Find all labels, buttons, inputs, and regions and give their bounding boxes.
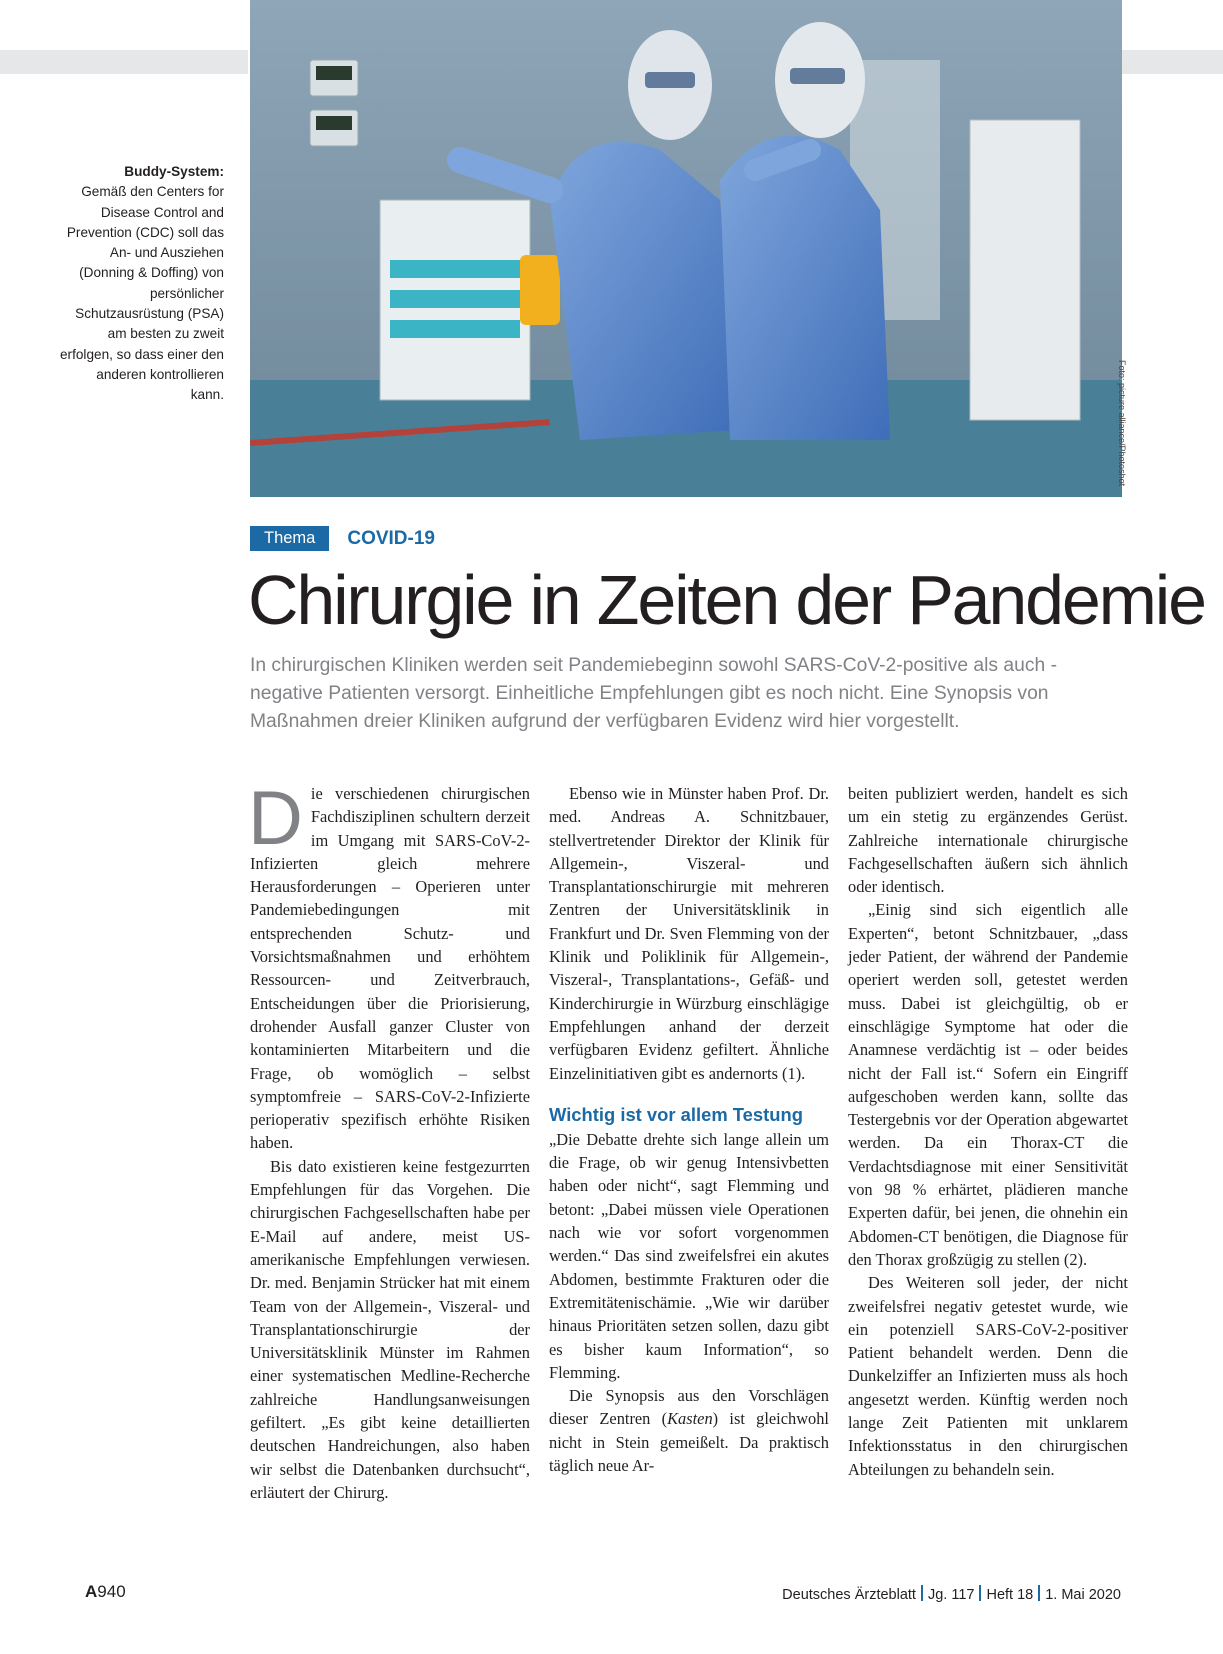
section-subhead: Wichtig ist vor allem Testung (549, 1103, 803, 1125)
publication-name: Deutsches Ärzteblatt (782, 1587, 916, 1603)
top-band-left (0, 50, 248, 74)
paragraph: Ebenso wie in Münster haben Prof. Dr. med. Andreas A. Schnitzbauer, stellvertretender Direktor der Klinik für Allgemein-, Viszeral- und Transplantationschirurgie mit mehreren Zentren der Universitätsklinik in Frankfurt und Dr. Sven Flemming von der Klinik und Poliklinik für Allgemein-, Viszeral-, Transplantations-, Gefäß- und Kinderchirurgie in Würzburg einschlägige Empfehlungen anhand der derzeit verfügbaren Evidenz gefiltert. Ähnliche Einzelinitiativen gibt es andernorts (1). (549, 784, 829, 1083)
page-number-value: 940 (97, 1582, 126, 1601)
icu-scene-illustration (250, 0, 1122, 497)
separator (921, 1585, 923, 1601)
issue-date: 1. Mai 2020 (1045, 1587, 1121, 1603)
emphasis-kasten: Kasten (667, 1409, 713, 1429)
article-headline: Chirurgie in Zeiten der Pandemie (248, 561, 1205, 639)
paragraph: „Die Debatte drehte sich lange allein um die Frage, ob wir genug Intensivbetten haben oder nicht“, sagt Flemming und betont: „Dabei müssen viele Operationen nach wie vor sofort vorgenommen werden.“ Das sind zweifelsfrei ein akutes Abdomen, bestimmte Frakturen oder die Extremitätenischämie. „Wie wir darüber hinaus Prioritäten setzen sollen, dazu gibt es bisher kaum Information“, so Flemming. (549, 1129, 829, 1382)
rubric-topic: COVID-19 (347, 527, 435, 549)
top-band-right (1122, 50, 1223, 74)
rubric (250, 525, 435, 552)
article-column-1 (248, 776, 530, 1504)
article-lead: In chirurgischen Kliniken werden seit Pandemiebeginn sowohl SARS-CoV-2-positive als auch -negative Patienten versorgt. Einheitliche Empfehlungen gibt es noch nicht. Eine Synopsis von Maßnahmen dreier Kliniken aufgrund der verfügbaren Evidenz wird hier vorgestellt. (250, 655, 1058, 732)
drop-cap: D (248, 776, 303, 861)
paragraph: „Einig sind sich eigentlich alle Experten“, betont Schnitzbauer, „dass jeder Patient, der während der Pandemie operiert werden soll, getestet werden muss. Dabei ist gleichgültig, ob er einschlägige Symptome hat oder die Anamnese verdächtig ist – oder beides nicht der Fall ist.“ Sofern ein Eingriff aufgeschoben werden kann, sollte das Testergebnis vor der Operation abgewartet werden. Da ein Thorax-CT die Verdachtsdiagnose mit einer Sensitivität von 98 % erhärtet, plädieren manche Experten dafür, bei jenen, die ohnehin ein Abdomen-CT benötigen, die Diagnose für den Thorax großzügig zu stellen (2). (848, 900, 1128, 1269)
page-prefix: A (85, 1582, 98, 1601)
paragraph-text: ie verschiedenen chirurgischen Fachdisziplinen schultern derzeit im Umgang mit SARS-CoV-2-Infizierten gleich mehrere Herausforderungen – Operieren unter Pandemiebedingungen mit entsprechenden Schutz- und Vorsichtsmaßnahmen und erhöhtem Ressourcen- und Zeitverbrauch, Entscheidungen über die Priorisierung, drohender Ausfall ganzer Cluster von kontaminierten Mitarbeitern und die Frage, ob womöglich – selbst symptomfreie – SARS-CoV-2-Infizierte perioperativ spezifisch erhöhte Risiken haben. (250, 784, 530, 1153)
hero-photo (250, 0, 1122, 497)
caption-body: Gemäß den Centers for Disease Control and Prevention (CDC) soll das An- und Ausziehen (Donning & Doffing) von persönlicher Schutzausrüstung (PSA) am besten zu zweit erfolgen, so dass einer den anderen kontrollieren kann. (60, 184, 224, 403)
paragraph-text: Die Synopsis aus den Vorschlägen dieser Zentren ( (549, 1386, 829, 1429)
volume: Jg. 117 (927, 1587, 975, 1603)
rubric-tag: Thema (250, 526, 329, 551)
separator (1038, 1585, 1040, 1601)
publication-info (782, 1585, 1121, 1603)
caption-title: Buddy-System: (124, 164, 224, 179)
article-column-2 (549, 782, 829, 1477)
paragraph: Bis dato existieren keine festgezurrten Empfehlungen für das Vorgehen. Die chirurgischen Fachgesellschaften habe per E-Mail auf andere, meist US-amerikanische Empfehlungen verwiesen. Dr. med. Benjamin Strücker hat mit einem Team von der Allgemein-, Viszeral- und Transplantationschirurgie der Universitätsklinik Münster im Rahmen einer systematischen Medline-Recherche zahlreiche Handlungsanweisungen gefiltert. „Es gibt keine detaillierten deutschen Handreichungen, also haben wir selbst die Datenbanken durchsucht“, erläutert der Chirurg. (250, 1156, 530, 1502)
page-number (85, 1582, 126, 1602)
separator (979, 1585, 981, 1601)
paragraph-text: ) ist gleichwohl nicht in Stein gemeißelt. Da praktisch täglich neue Ar- (549, 1409, 829, 1476)
issue: Heft 18 (986, 1587, 1034, 1603)
paragraph (549, 1384, 829, 1477)
article-column-3 (848, 782, 1128, 1481)
photo-credit: Foto: picture alliance/Photoshot (1117, 360, 1127, 487)
paragraph: Des Weiteren soll jeder, der nicht zweifelsfrei negativ getestet wurde, wie ein potenziell SARS-CoV-2-positiver Patient behandelt werden. Denn die Dunkelziffer an Infizierten muss als hoch angesetzt werden. Künftig werden noch lange Zeit Patienten mit unklarem Infektionsstatus in den chirurgischen Abteilungen zu behandeln sein. (848, 1273, 1128, 1479)
paragraph: beiten publiziert werden, handelt es sich um ein stetig zu ergänzendes Gerüst. Zahlreiche internationale chirurgische Fachgesellschaften äußern sich ähnlich oder identisch. (848, 784, 1128, 897)
paragraph (248, 776, 530, 1155)
photo-caption (60, 162, 224, 406)
